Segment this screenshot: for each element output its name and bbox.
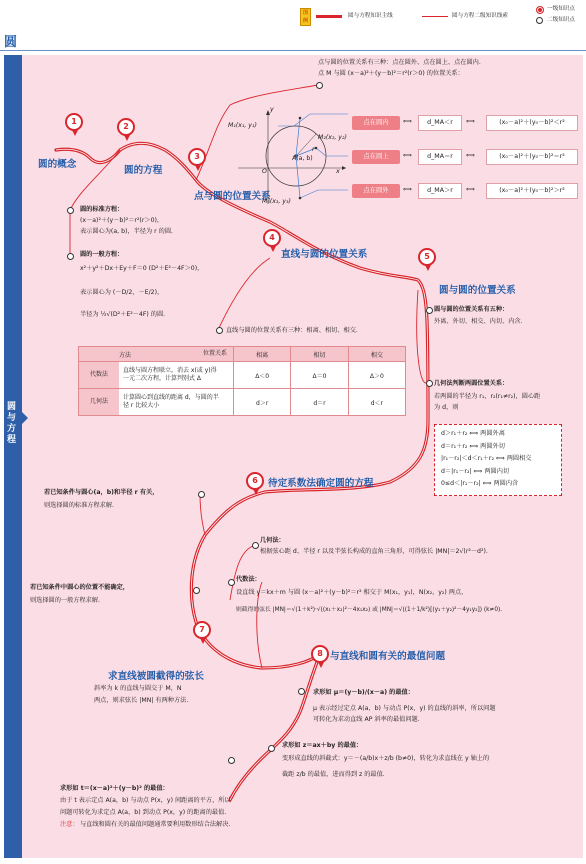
ext-f3-2: 问题可转化为求定点 A(a，b) 到动点 P(x，y) 的距离的最值.: [60, 809, 227, 816]
std-eq-1: (x－a)²＋(y－b)²＝r²(r＞0)，: [80, 217, 164, 224]
fig-x: x: [336, 168, 340, 175]
pc-row2-eq: (x₀－a)²＋(y₀－b)²＝r²: [486, 149, 578, 165]
cc-p2-title: 几何法判断两圆位置关系：: [434, 380, 509, 387]
legend-tag: 图例: [300, 8, 311, 26]
cc-cond-1: d＞r₁＋r₂ ⟺ 两圆外离: [441, 430, 505, 437]
dot-ext-2: [268, 745, 275, 752]
node-pin-1: 1: [65, 113, 83, 131]
cc-cond-4: d＝|r₁－r₂| ⟺ 两圆内切: [441, 467, 510, 475]
gen-eq-2: 表示圆心为 (－D/2，－E/2)，: [80, 289, 164, 296]
th-method: 方法: [119, 352, 132, 359]
dot-gen-eq: [67, 253, 74, 260]
row1-desc-2: 一元二次方程，计算判别式 Δ: [123, 375, 202, 382]
legend-secondary-point: 二级知识点: [547, 17, 575, 23]
und-b-text: 则选择圆的一般方程求解.: [30, 597, 101, 604]
pc-row3-dist: d_MA＞r: [418, 183, 462, 199]
iff-3b: ⟺: [466, 186, 475, 193]
line-circle-table: [78, 346, 406, 416]
dot-cc-1: [426, 307, 433, 314]
pc-row3-label: 点在圆外: [352, 184, 400, 198]
row1-name: 代数法: [79, 362, 119, 388]
node-pin-6: 6: [246, 472, 264, 490]
fig-m2: M₂(x₂, y₂): [318, 134, 347, 141]
pc-row3-eq: (x₀－a)²＋(y₀－b)²＞r²: [486, 183, 578, 199]
gen-eq-1: x²＋y²＋Dx＋Ey＋F＝0 (D²＋E²－4F＞0)，: [80, 265, 204, 272]
dot-std-eq: [67, 207, 74, 214]
row2-desc-2: 径 r 比较大小: [123, 402, 160, 409]
ext-note-text: 与直线和圆有关的最值问题通常要利用数形结合法解决.: [80, 821, 231, 828]
chord-alg-1: 设直线 y＝kx＋m 与圆 (x－a)²＋(y－b)²＝r² 相交于 M(x₁，y₁)，N(x₂，y₂) 两点，: [236, 589, 468, 596]
row2-name: 几何法: [79, 389, 119, 415]
node-title-5: 圆与圆的位置关系: [439, 285, 516, 296]
th-col-2: 相切: [291, 347, 348, 362]
dot-line-circle: [216, 327, 223, 334]
node-title-1: 圆的概念: [38, 159, 77, 170]
ext-f2-title: 求形如 z＝ax＋by 的最值：: [282, 742, 363, 749]
cc-cond-2: d＝r₁＋r₂ ⟺ 两圆外切: [441, 442, 505, 450]
ext-f1-2: 可转化为求动直线 AP 斜率的最值问题.: [313, 716, 420, 723]
dot-und-b: [193, 587, 200, 594]
dot-ext-3: [228, 757, 235, 764]
row1-val-3: Δ＞0: [348, 362, 405, 389]
cc-cond-3: |r₁－r₂|＜d＜r₁＋r₂ ⟺ 两圆相交: [441, 455, 532, 462]
dot-cc-2: [426, 380, 433, 387]
chord-geo-title: 几何法：: [260, 537, 285, 544]
line-circle-intro: 直线与圆的位置关系有三种：相离、相切、相交.: [226, 327, 358, 334]
cc-cond-5: 0≤d＜|r₁－r₂| ⟺ 两圆内含: [441, 480, 519, 487]
point-circle-figure: [228, 106, 348, 206]
branch-undetermined: [200, 494, 205, 535]
branch-line-circle: [218, 258, 270, 330]
node-title-8: 与直线和圆有关的最值问题: [330, 651, 446, 662]
legend-main-line: 圆与方程知识主线: [348, 13, 393, 19]
gen-eq-3: 半径为 ½√(D²＋E²－4F) 的圆.: [80, 311, 166, 318]
node-pin-4: 4: [263, 229, 281, 247]
gen-eq-title: 圆的一般方程：: [80, 251, 124, 258]
und-a-title: 若已知条件与圆心(a，b)和半径 r 有关，: [44, 489, 159, 496]
node-title-6: 待定系数法确定圆的方程: [268, 478, 374, 489]
ext-note-label: 注意：: [60, 821, 79, 828]
cc-p2-1: 若两圆的半径为 r₁，r₂(r₁≠r₂)，圆心距: [434, 393, 541, 400]
ext-f3-1: 由于 t 表示定点 A(a，b) 与动点 P(x，y) 间距离的平方，所以: [60, 797, 231, 804]
th-col-3: 相交: [348, 347, 405, 362]
node-title-3: 点与圆的位置关系: [194, 191, 271, 202]
branch-eq-line: [70, 150, 120, 256]
fig-m3: M₃(x₃, y₃): [262, 198, 291, 205]
pc-row2-label: 点在圆上: [352, 150, 400, 164]
und-b-title: 若已知条件中圆心的位置不能确定，: [30, 584, 129, 591]
iff-1a: ⟺: [403, 118, 412, 125]
side-label: 圆与方程: [7, 402, 17, 445]
ext-f2-1: 变形成直线的斜截式：y＝－(a/b)x＋z/b (b≠0)，转化为求直线在 y 轴上的: [282, 755, 490, 762]
cc-p1-text: 外离、外切、相交、内切、内含.: [434, 318, 523, 325]
legend-primary-point: 一级知识点: [547, 6, 575, 12]
node-title-4: 直线与圆的位置关系: [281, 249, 368, 260]
chord-slope-1: 斜率为 k 的直线与圆交于 M，N: [94, 685, 182, 692]
row1-desc-1: 直线与圆方程联立，消去 x(或 y)得: [123, 367, 217, 374]
chord-geo-text: 根据弦心距 d、半径 r 以及半弦长构成的直角三角形，可得弦长 |MN|＝2√(r²－d²).: [260, 548, 488, 555]
iff-2b: ⟺: [466, 152, 475, 159]
node-pin-2: 2: [117, 118, 135, 136]
node-title-2: 圆的方程: [124, 165, 163, 176]
chord-slope-2: 两点，则求弦长 |MN| 有两种方法.: [94, 697, 189, 704]
iff-3a: ⟺: [403, 186, 412, 193]
pc-row1-label: 点在圆内: [352, 116, 400, 130]
row1-val-2: Δ＝0: [291, 362, 348, 389]
fig-y: y: [270, 106, 274, 113]
std-eq-2: 表示圆心为(a, b)，半径为 r 的圆.: [80, 228, 173, 235]
row1-val-1: Δ＜0: [234, 362, 291, 389]
node-pin-7: 7: [193, 621, 211, 639]
pc-row2-dist: d_MA＝r: [418, 149, 462, 165]
pc-row1-eq: (x₀－a)²＋(y₀－b)²＜r²: [486, 115, 578, 131]
row2-desc-1: 计算圆心到直线的距离 d，与圆的半: [123, 394, 219, 401]
row2-val-3: d＜r: [348, 389, 405, 416]
dot-chord-geo: [252, 542, 259, 549]
fig-m1: M₁(x₁, y₁): [228, 122, 257, 129]
row2-val-1: d＞r: [234, 389, 291, 416]
ext-f1-1: μ 表示经过定点 A(a，b) 与动点 P(x，y) 的直线的斜率，所以问题: [313, 705, 496, 712]
fig-o: O: [262, 168, 267, 175]
fig-r: r: [312, 146, 315, 153]
dot-point-circle: [316, 82, 323, 89]
th-col-1: 相离: [234, 347, 291, 362]
fig-a: A(a, b): [292, 155, 313, 162]
chord-alg-2: 则截得的弦长 |MN|＝√(1＋k²)·√((x₁＋x₂)²－4x₁x₂) 或 |MN|＝√((1＋1/k²)[(y₁＋y₂)²－4y₁y₂]) (k≠0).: [236, 607, 503, 613]
node-pin-5: 5: [418, 248, 436, 266]
iff-2a: ⟺: [403, 152, 412, 159]
th-rel: 位置关系: [202, 350, 227, 357]
point-circle-intro-1: 点与圆的位置关系有三种：点在圆外、点在圆上、点在圆内.: [318, 59, 481, 66]
cc-p1-title: 圆与圆的位置关系有五种：: [434, 306, 509, 313]
page-title: 圆: [4, 35, 18, 50]
iff-1b: ⟺: [466, 118, 475, 125]
node-pin-8: 8: [311, 645, 329, 663]
pc-row1-dist: d_MA＜r: [418, 115, 462, 131]
dot-chord-alg: [228, 579, 235, 586]
ext-f2-2: 截距 z/b 的最值，进而得到 z 的最值.: [282, 771, 385, 778]
point-circle-intro-2: 点 M 与圆 (x－a)²＋(y－b)²＝r²(r＞0) 的位置关系：: [318, 70, 464, 77]
node-title-7: 求直线被圆截得的弦长: [108, 671, 204, 682]
cc-p2-2: 为 d，则: [434, 404, 459, 411]
ext-f3-title: 求形如 t＝(x－a)²＋(y－b)² 的最值：: [60, 785, 169, 792]
row2-val-2: d＝r: [291, 389, 348, 416]
dot-und-a: [198, 491, 205, 498]
ext-f1-title: 求形如 μ＝(y－b)/(x－a) 的最值：: [313, 689, 414, 696]
und-a-text: 则选择圆的标准方程求解.: [44, 502, 115, 509]
dot-ext-1: [298, 688, 305, 695]
std-eq-title: 圆的标准方程：: [80, 206, 124, 213]
cc-conditions-box: [434, 424, 562, 496]
chord-alg-title: 代数法：: [236, 576, 261, 583]
legend-secondary-line: 圆与方程二级知识线索: [452, 13, 508, 19]
node-pin-3: 3: [188, 148, 206, 166]
